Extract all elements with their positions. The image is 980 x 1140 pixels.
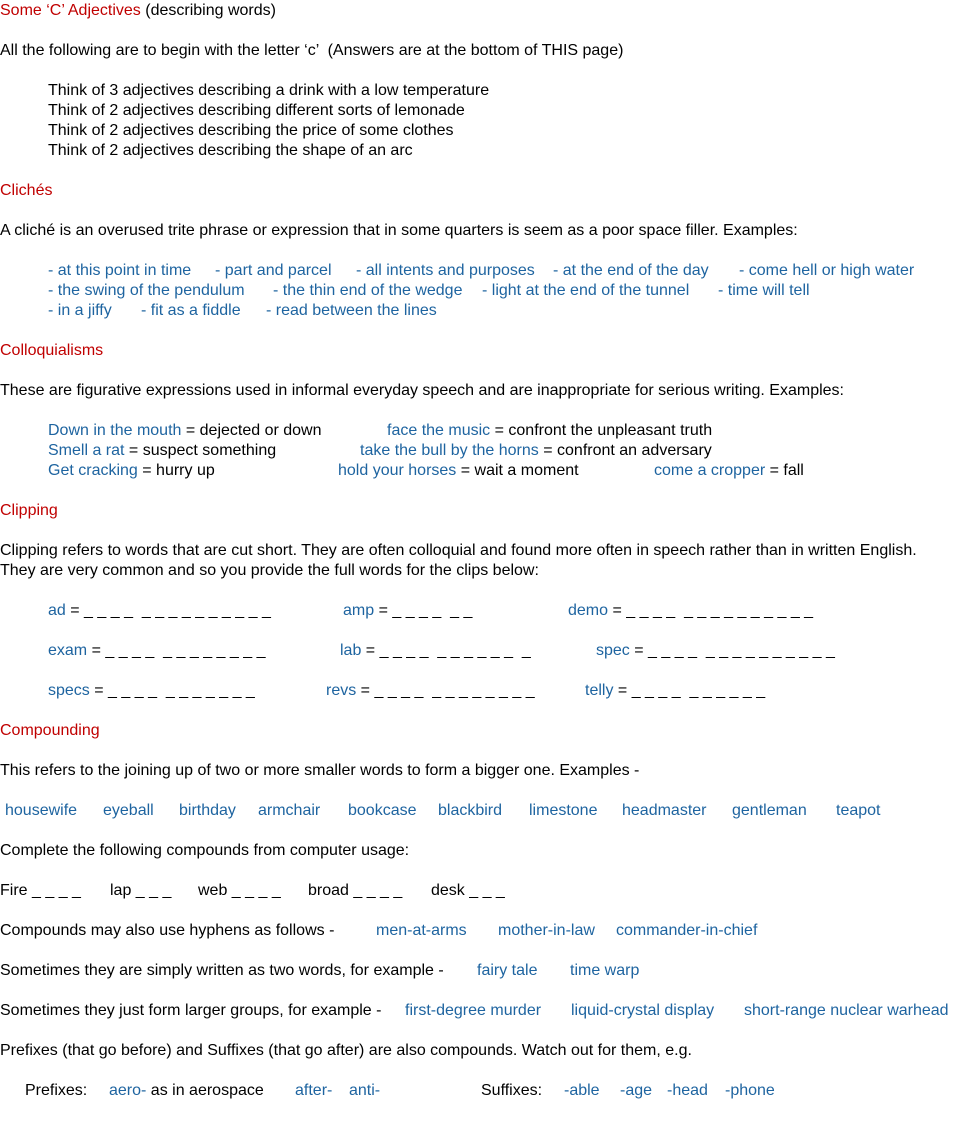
cliches-heading: Clichés — [0, 182, 53, 199]
clipping-intro: Clipping refers to words that are cut short. They are often colloquial and found more often in speech rather than in written English. — [0, 542, 917, 559]
prefix-note: as in aerospace — [146, 1082, 264, 1099]
clip-item — [48, 681, 255, 701]
prefixes-label: Prefixes: — [25, 1082, 88, 1099]
adjectives-heading-note: (describing words) — [140, 2, 276, 19]
complete-item: lap _ _ _ — [110, 882, 172, 899]
prefix-word: aero- — [109, 1082, 147, 1099]
compound-example: birthday — [179, 802, 236, 819]
groups-example: short-range nuclear warhead — [744, 1002, 949, 1019]
clip-blank: = _ _ _ _ _ _ _ _ _ _ _ — [361, 642, 531, 659]
clip-word: amp — [343, 602, 375, 619]
two-words-example: time warp — [570, 962, 640, 979]
clip-item — [596, 641, 835, 661]
compounding-intro: This refers to the joining up of two or more smaller words to form a bigger one. Examples - — [0, 762, 640, 779]
hyphen-intro: Compounds may also use hyphens as follows - — [0, 922, 335, 939]
colloquialism-phrase: Down in the mouth — [48, 422, 182, 439]
complete-item: desk _ _ _ — [431, 882, 505, 899]
colloquialism-meaning: = wait a moment — [456, 462, 579, 479]
colloquialism-phrase: Smell a rat — [48, 442, 125, 459]
colloquialism-meaning: = confront an adversary — [538, 442, 712, 459]
clip-blank: = _ _ _ _ _ _ _ _ _ _ _ _ _ _ — [608, 602, 814, 619]
cliche-item: - read between the lines — [266, 302, 437, 319]
clipping-heading: Clipping — [0, 502, 58, 519]
clip-item — [326, 681, 535, 701]
suffix-word: -phone — [725, 1082, 775, 1099]
suffix-word: -age — [620, 1082, 653, 1099]
cliche-item: - in a jiffy — [48, 302, 112, 319]
clip-item — [48, 601, 271, 621]
colloquialism-item — [360, 441, 712, 461]
compound-example: housewife — [5, 802, 78, 819]
colloquialism-phrase: Get cracking — [48, 462, 138, 479]
clip-word: specs — [48, 682, 90, 699]
compound-example: limestone — [529, 802, 598, 819]
clip-blank: = _ _ _ _ _ _ _ _ _ _ _ _ _ _ — [65, 602, 271, 619]
prefix-item — [109, 1081, 264, 1101]
clip-blank: = _ _ _ _ _ _ _ _ _ _ — [613, 682, 766, 699]
clip-item — [568, 601, 813, 621]
compound-example: headmaster — [622, 802, 707, 819]
cliches-intro: A cliché is an overused trite phrase or expression that in some quarters is seem as a poor space filler. Examples: — [0, 222, 798, 239]
hyphen-example: mother-in-law — [498, 922, 595, 939]
cliche-item: - the thin end of the wedge — [273, 282, 463, 299]
cliche-item: - all intents and purposes — [356, 262, 535, 279]
clip-item — [48, 641, 265, 661]
complete-item: Fire _ _ _ _ — [0, 882, 81, 899]
two-words-example: fairy tale — [477, 962, 538, 979]
groups-intro: Sometimes they just form larger groups, for example - — [0, 1002, 382, 1019]
complete-item: broad _ _ _ _ — [308, 882, 403, 899]
clip-word: demo — [568, 602, 609, 619]
cliche-item: - part and parcel — [215, 262, 332, 279]
clip-blank: = _ _ _ _ _ _ — [374, 602, 473, 619]
compound-example: armchair — [258, 802, 321, 819]
colloquialism-meaning: = hurry up — [137, 462, 215, 479]
colloquialism-meaning: = suspect something — [124, 442, 277, 459]
adjectives-heading-line — [0, 1, 276, 21]
clip-item — [343, 601, 472, 621]
adjective-task: Think of 2 adjectives describing the price of some clothes — [48, 122, 454, 139]
suffix-word: -able — [564, 1082, 600, 1099]
compound-example: bookcase — [348, 802, 417, 819]
adjectives-intro: All the following are to begin with the letter ‘c’ (Answers are at the bottom of THIS page) — [0, 42, 624, 59]
clip-blank: = _ _ _ _ _ _ _ _ _ _ _ _ _ _ — [629, 642, 835, 659]
clip-blank: = _ _ _ _ _ _ _ _ _ _ _ _ — [87, 642, 266, 659]
colloquialism-item — [48, 461, 215, 481]
colloquialism-phrase: take the bull by the horns — [360, 442, 539, 459]
colloquialism-item — [48, 441, 276, 461]
clip-word: spec — [596, 642, 630, 659]
prefix-word: anti- — [349, 1082, 381, 1099]
clip-blank: = _ _ _ _ _ _ _ _ _ _ _ — [89, 682, 255, 699]
compounding-heading: Compounding — [0, 722, 100, 739]
clip-word: lab — [340, 642, 362, 659]
cliche-item: - light at the end of the tunnel — [482, 282, 690, 299]
colloquialism-meaning: = confront the unpleasant truth — [490, 422, 713, 439]
two-words-intro: Sometimes they are simply written as two words, for example - — [0, 962, 444, 979]
complete-intro: Complete the following compounds from computer usage: — [0, 842, 410, 859]
cliche-item: - fit as a fiddle — [141, 302, 241, 319]
adjective-task: Think of 2 adjectives describing different sorts of lemonade — [48, 102, 465, 119]
colloquialism-phrase: hold your horses — [338, 462, 457, 479]
compound-example: blackbird — [438, 802, 503, 819]
clip-word: exam — [48, 642, 88, 659]
clip-word: ad — [48, 602, 66, 619]
colloquialism-item — [654, 461, 804, 481]
suffixes-label: Suffixes: — [481, 1082, 543, 1099]
groups-example: liquid-crystal display — [571, 1002, 715, 1019]
colloquialism-item — [387, 421, 712, 441]
adjective-task: Think of 2 adjectives describing the shape of an arc — [48, 142, 413, 159]
colloquialism-meaning: = fall — [765, 462, 804, 479]
cliche-item: - time will tell — [718, 282, 810, 299]
clip-word: telly — [585, 682, 614, 699]
clip-word: revs — [326, 682, 357, 699]
prefix-word: after- — [295, 1082, 333, 1099]
clip-item — [340, 641, 531, 661]
colloquialism-phrase: face the music — [387, 422, 491, 439]
cliche-item: - the swing of the pendulum — [48, 282, 245, 299]
colloquialisms-intro: These are figurative expressions used in informal everyday speech and are inappropriate for serious writing. Examples: — [0, 382, 844, 399]
groups-example: first-degree murder — [405, 1002, 542, 1019]
colloquialism-phrase: come a cropper — [654, 462, 766, 479]
colloquialism-meaning: = dejected or down — [181, 422, 322, 439]
colloquialism-item — [338, 461, 579, 481]
cliche-item: - at this point in time — [48, 262, 192, 279]
complete-item: web _ _ _ _ — [198, 882, 281, 899]
cliche-item: - come hell or high water — [739, 262, 915, 279]
clip-item — [585, 681, 765, 701]
adjective-task: Think of 3 adjectives describing a drink with a low temperature — [48, 82, 490, 99]
compound-example: teapot — [836, 802, 881, 819]
cliche-item: - at the end of the day — [553, 262, 709, 279]
clipping-intro: They are very common and so you provide the full words for the clips below: — [0, 562, 539, 579]
adjectives-heading: Some ‘C’ Adjectives — [0, 2, 141, 19]
affix-intro: Prefixes (that go before) and Suffixes (that go after) are also compounds. Watch out for them, e.g. — [0, 1042, 692, 1059]
hyphen-example: men-at-arms — [376, 922, 467, 939]
colloquialisms-heading: Colloquialisms — [0, 342, 104, 359]
compound-example: eyeball — [103, 802, 154, 819]
hyphen-example: commander-in-chief — [616, 922, 758, 939]
colloquialism-item — [48, 421, 322, 441]
suffix-word: -head — [667, 1082, 708, 1099]
compound-example: gentleman — [732, 802, 807, 819]
clip-blank: = _ _ _ _ _ _ _ _ _ _ _ _ — [356, 682, 535, 699]
